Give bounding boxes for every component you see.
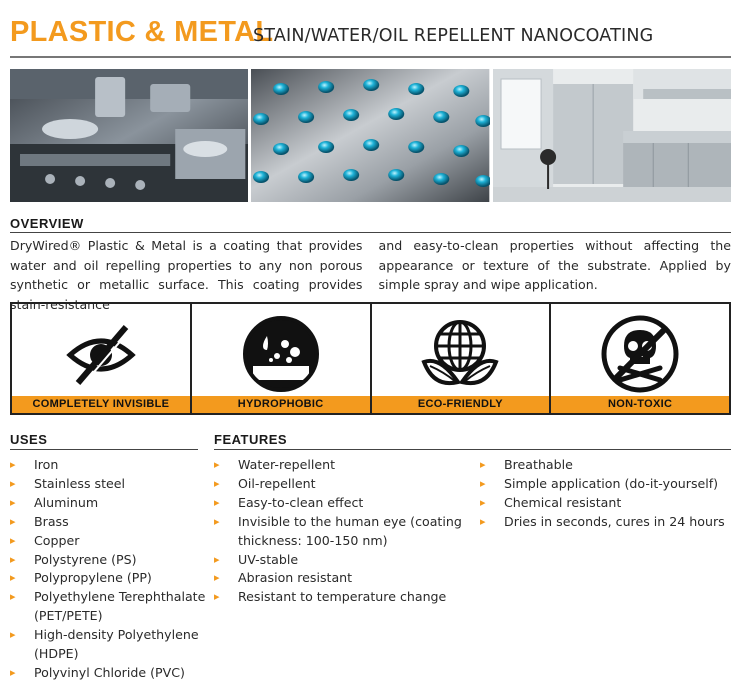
icon-label: ECO-FRIENDLY — [372, 396, 550, 413]
overview-divider — [10, 232, 731, 233]
list-item: ▸ Copper — [10, 532, 210, 551]
water-drop-circle-icon — [243, 316, 319, 392]
icon-label: NON-TOXIC — [551, 396, 729, 413]
list-item: ▸ Breathable — [480, 456, 735, 475]
feature-icon-invisible — [12, 304, 192, 413]
crossed-eye-icon — [64, 317, 138, 391]
list-item: ▸ Polyethylene Terephthalate (PET/PETE) — [10, 588, 210, 626]
features-divider — [214, 449, 731, 450]
brand-title: PLASTIC & METAL — [10, 16, 274, 48]
features-heading: FEATURES — [214, 432, 288, 447]
feature-icon-row — [10, 302, 731, 415]
list-item: ▸ Invisible to the human eye (coating thickness: 100-150 nm) — [214, 513, 472, 551]
list-item: ▸ Brass — [10, 513, 210, 532]
list-item: ▸ Polystyrene (PS) — [10, 551, 210, 570]
list-item: ▸ Abrasion resistant — [214, 569, 472, 588]
uses-divider — [10, 449, 198, 450]
list-item: ▸ Oil-repellent — [214, 475, 472, 494]
list-item: ▸ Chemical resistant — [480, 494, 735, 513]
list-item: ▸ Resistant to temperature change — [214, 588, 472, 607]
header-divider — [10, 56, 731, 58]
uses-heading: USES — [10, 432, 48, 447]
icon-label: HYDROPHOBIC — [192, 396, 370, 413]
list-item: ▸ High-density Polyethylene (HDPE) — [10, 626, 210, 664]
feature-icon-hydrophobic — [192, 304, 372, 413]
feature-icon-eco — [372, 304, 552, 413]
list-item: ▸ UV-stable — [214, 551, 472, 570]
list-item: ▸ Iron — [10, 456, 210, 475]
photo-strip — [10, 69, 731, 202]
stainless-kitchen-photo — [493, 69, 731, 202]
list-item: ▸ Dries in seconds, cures in 24 hours — [480, 513, 735, 532]
no-skull-icon — [600, 314, 680, 394]
overview-paragraph-2: and easy-to-clean properties without affecting the appearance or texture of the substrate. Applied by simple spray and wipe application. — [378, 238, 731, 292]
commercial-kitchen-photo — [10, 69, 248, 202]
list-item: ▸ Simple application (do-it-yourself) — [480, 475, 735, 494]
list-item: ▸ Stainless steel — [10, 475, 210, 494]
feature-icon-nontoxic — [551, 304, 729, 413]
overview-paragraph-1: DryWired® Plastic & Metal is a coating that provides water and oil repelling properties to any non porous synthetic or metallic surface. This coating provides stain-resistance — [10, 238, 363, 312]
list-item: ▸ Polypropylene (PP) — [10, 569, 210, 588]
overview-heading: OVERVIEW — [10, 216, 84, 231]
list-item: ▸ Water-repellent — [214, 456, 472, 475]
features-list-2 — [480, 456, 735, 532]
icon-label: COMPLETELY INVISIBLE — [12, 396, 190, 413]
product-subtitle: STAIN/WATER/OIL REPELLENT NANOCOATING — [253, 26, 654, 46]
list-item: ▸ Easy-to-clean effect — [214, 494, 472, 513]
globe-leaves-icon — [420, 316, 500, 392]
list-item: ▸ Aluminum — [10, 494, 210, 513]
water-droplets-photo — [251, 69, 489, 202]
header — [10, 16, 732, 54]
features-list-1 — [214, 456, 472, 607]
uses-list — [10, 456, 210, 683]
list-item: ▸ Polyvinyl Chloride (PVC) — [10, 664, 210, 683]
